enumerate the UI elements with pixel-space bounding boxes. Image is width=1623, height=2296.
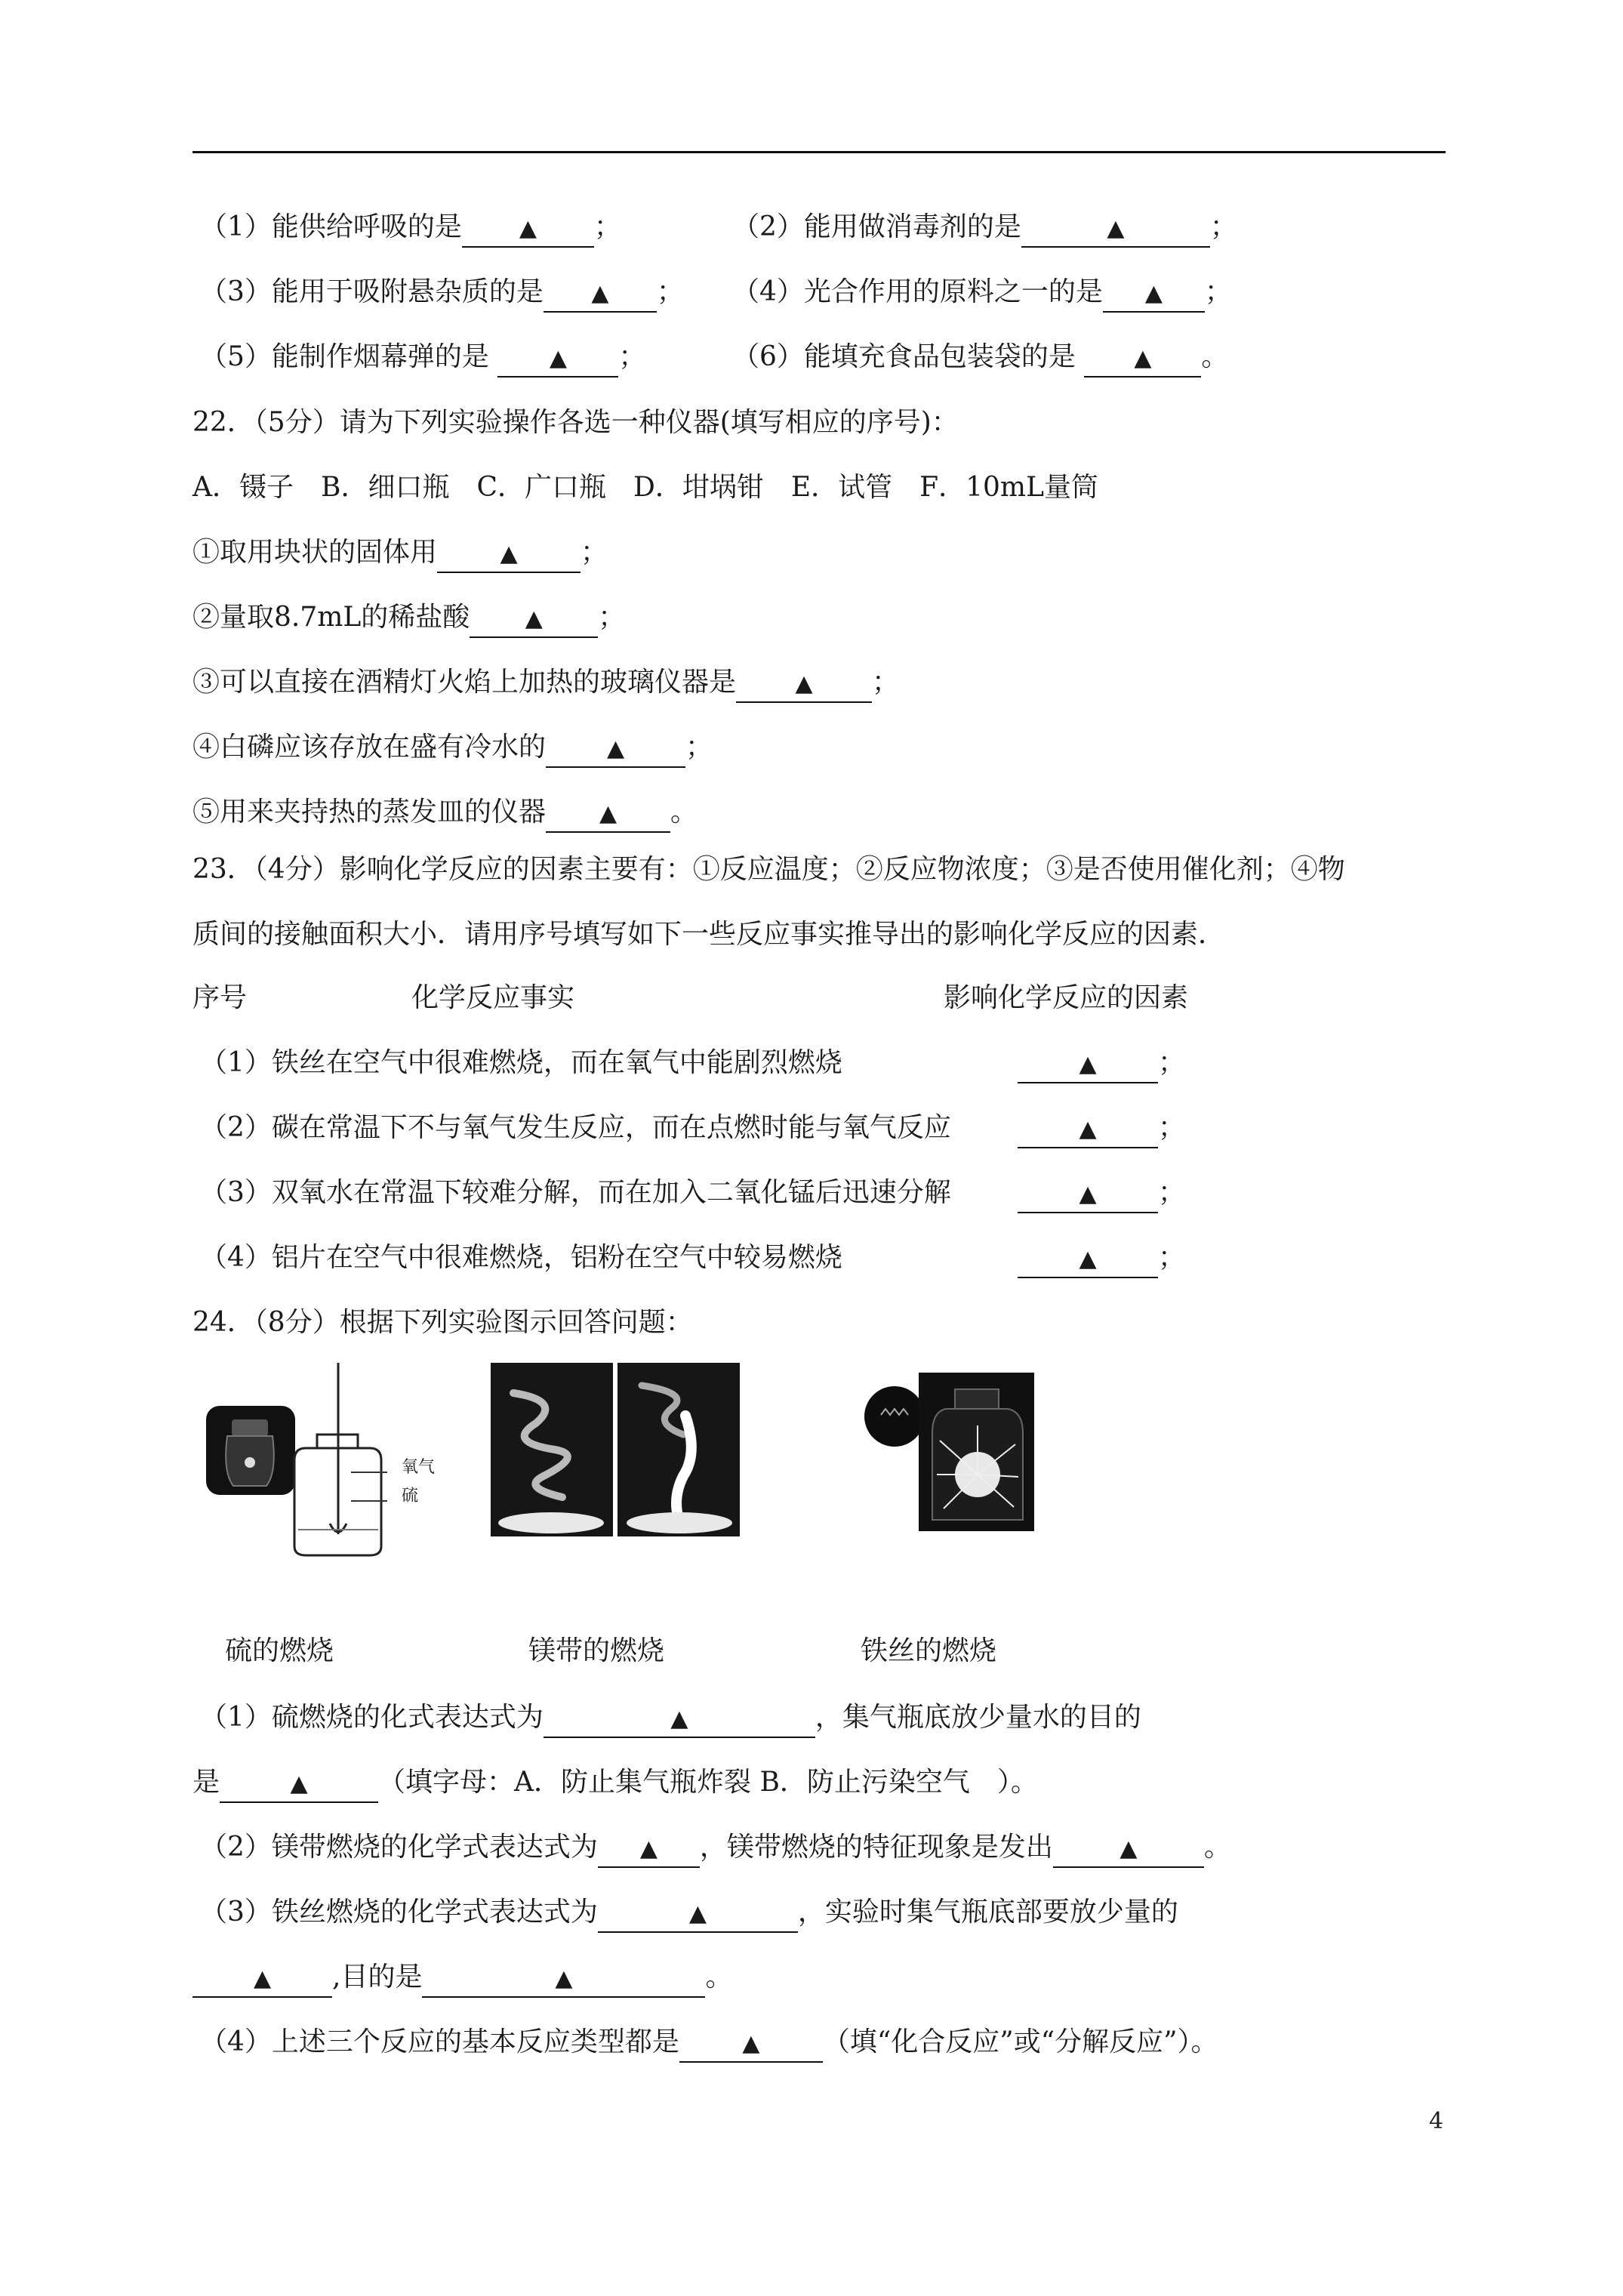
- answer-blank[interactable]: ▲: [192, 1960, 332, 1998]
- q23-row-2-answer: ▲ ；: [1018, 1109, 1185, 1148]
- label-sulfur: 硫: [402, 1487, 419, 1505]
- caption-iron: 铁丝的燃烧: [861, 1635, 997, 1666]
- caption-sulfur: 硫的燃烧: [225, 1635, 334, 1666]
- answer-blank[interactable]: ▲: [1103, 275, 1205, 313]
- q23-row-4-answer: ▲ ；: [1018, 1239, 1185, 1278]
- q23-row-1: （1）铁丝在空气中很难燃烧，而在氧气中能剧烈燃烧: [200, 1047, 842, 1078]
- q23-row-3-answer: ▲ ；: [1018, 1174, 1185, 1213]
- answer-blank[interactable]: ▲: [546, 730, 685, 768]
- sulfur-burning-figure: [200, 1359, 430, 1570]
- answer-blank[interactable]: ▲: [598, 1830, 700, 1868]
- q22-item-5: ⑤用来夹持热的蒸发皿的仪器 ▲ 。: [192, 794, 698, 833]
- q22-item-4: ④白磷应该存放在盛有冷水的 ▲ ；: [192, 729, 713, 768]
- q24-sub1-line2: 是 ▲ （填字母：A．防止集气瓶炸裂 B．防止污染空气 ）。: [192, 1764, 1038, 1803]
- q21-item-1: （1）能供给呼吸的是 ▲ ；: [200, 208, 621, 248]
- q24-title: 24．（8分）根据下列实验图示回答问题：: [192, 1307, 693, 1338]
- q21-item-6: （6）能填充食品包装袋的是 ▲ 。: [732, 338, 1228, 378]
- q23-header-col2: 化学反应事实: [411, 982, 575, 1013]
- answer-blank[interactable]: ▲: [462, 210, 594, 248]
- q23-row-4: （4）铝片在空气中很难燃烧，铝粉在空气中较易燃烧: [200, 1242, 842, 1273]
- caption-magnesium: 镁带的燃烧: [528, 1635, 665, 1666]
- answer-blank[interactable]: ▲: [1053, 1830, 1204, 1868]
- q24-sub3-line1: （3）铁丝燃烧的化学式表达式为 ▲ ，实验时集气瓶底部要放少量的: [200, 1894, 1178, 1933]
- q23-row-2: （2）碳在常温下不与氧气发生反应，而在点燃时能与氧气反应: [200, 1112, 951, 1143]
- answer-blank[interactable]: ▲: [422, 1960, 705, 1998]
- answer-blank[interactable]: ▲: [470, 600, 598, 638]
- coil-inset: [864, 1386, 925, 1447]
- q24-sub4: （4）上述三个反应的基本反应类型都是 ▲ （填“化合反应”或“分解反应”）。: [200, 2023, 1218, 2063]
- q24-sub2: （2）镁带燃烧的化学式表达式为 ▲ ，镁带燃烧的特征现象是发出 ▲ 。: [200, 1829, 1231, 1868]
- answer-blank[interactable]: ▲: [1021, 210, 1210, 248]
- answer-blank[interactable]: ▲: [1084, 340, 1201, 378]
- answer-blank[interactable]: ▲: [679, 2025, 823, 2063]
- answer-blank[interactable]: ▲: [598, 1895, 798, 1933]
- answer-blank[interactable]: ▲: [1018, 1176, 1158, 1213]
- q24-sub3-line2: ▲ ,目的是 ▲ 。: [192, 1959, 732, 1998]
- label-oxygen: 氧气: [402, 1458, 436, 1477]
- q22-title: 22．（5分）请为下列实验操作各选一种仪器(填写相应的序号)：: [192, 407, 959, 438]
- answer-blank[interactable]: ▲: [220, 1765, 378, 1803]
- q23-title-line2: 质间的接触面积大小．请用序号填写如下一些反应事实推导出的影响化学反应的因素．: [192, 919, 1226, 950]
- q23-row-1-answer: ▲ ；: [1018, 1044, 1185, 1083]
- answer-blank[interactable]: ▲: [546, 795, 670, 833]
- page-number: 4: [1429, 2108, 1444, 2134]
- header-rule: [192, 151, 1446, 153]
- answer-blank[interactable]: ▲: [1018, 1240, 1158, 1278]
- q21-item-5: （5）能制作烟幕弹的是 ▲ ；: [200, 338, 645, 378]
- q23-header-col1: 序号: [192, 982, 248, 1013]
- q22-item-3: ③可以直接在酒精灯火焰上加热的玻璃仪器是 ▲ ；: [192, 664, 899, 703]
- q23-title-line1: 23．（4分）影响化学反应的因素主要有：①反应温度；②反应物浓度；③是否使用催化剂；④物: [192, 854, 1345, 885]
- q21-item-3: （3）能用于吸附悬杂质的是 ▲ ；: [200, 273, 684, 313]
- answer-blank[interactable]: ▲: [1018, 1111, 1158, 1148]
- iron-wire-burning-figure: [864, 1373, 1034, 1531]
- q21-item-4: （4）光合作用的原料之一的是 ▲ ；: [732, 273, 1232, 313]
- q24-sub1-line1: （1）硫燃烧的化式表达式为 ▲ ，集气瓶底放少量水的目的: [200, 1699, 1141, 1738]
- answer-blank[interactable]: ▲: [1018, 1046, 1158, 1083]
- answer-blank[interactable]: ▲: [736, 665, 872, 703]
- q22-item-1: ①取用块状的固体用 ▲ ；: [192, 534, 608, 573]
- answer-blank[interactable]: ▲: [497, 340, 618, 378]
- q21-item-2: （2）能用做消毒剂的是 ▲ ；: [732, 208, 1237, 248]
- q23-header-col3: 影响化学反应的因素: [944, 982, 1189, 1013]
- q22-item-2: ②量取8.7mL的稀盐酸 ▲ ；: [192, 599, 625, 638]
- q23-row-3: （3）双氧水在常温下较难分解，而在加入二氧化锰后迅速分解: [200, 1177, 951, 1208]
- answer-blank[interactable]: ▲: [544, 275, 657, 313]
- q22-options: A．镊子 B．细口瓶 C．广口瓶 D．坩埚钳 E．试管 F．10mL量筒: [192, 472, 1098, 503]
- answer-blank[interactable]: ▲: [544, 1700, 815, 1738]
- answer-blank[interactable]: ▲: [437, 535, 581, 573]
- magnesium-burning-figure: [491, 1363, 740, 1536]
